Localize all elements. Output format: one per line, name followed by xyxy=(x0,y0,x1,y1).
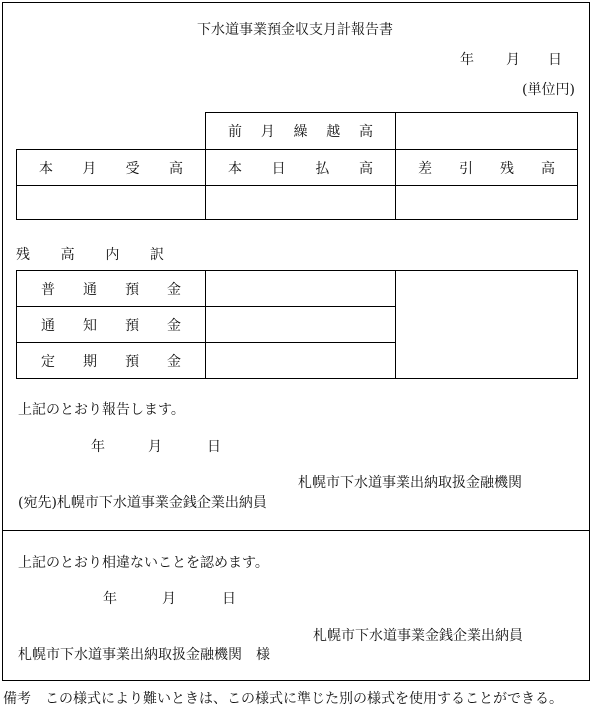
time-deposit-value-cell[interactable] xyxy=(205,342,396,379)
header-year: 年 xyxy=(460,52,474,68)
time-deposit-label-cell: 定 期 預 金 xyxy=(16,342,206,379)
header-day: 日 xyxy=(548,52,562,68)
reporter-name: 札幌市下水道事業出納取扱金融機関 xyxy=(298,475,522,491)
confirm-day: 日 xyxy=(222,591,236,607)
breakdown-total-cell[interactable] xyxy=(395,270,578,379)
balance-value-cell[interactable] xyxy=(395,185,578,220)
carried-over-value-cell[interactable] xyxy=(395,112,578,150)
report-statement: 上記のとおり報告します。 xyxy=(18,402,185,418)
paid-label-cell: 本 日 払 高 xyxy=(205,149,396,186)
ordinary-deposit-label-cell: 普 通 預 金 xyxy=(16,270,206,307)
unit-label: (単位円) xyxy=(522,82,575,98)
section-divider xyxy=(2,530,590,531)
notice-deposit-value-cell[interactable] xyxy=(205,306,396,343)
form-title: 下水道事業預金収支月計報告書 xyxy=(197,22,393,38)
received-label-cell: 本 月 受 高 xyxy=(16,149,206,186)
carried-over-label-cell: 前 月 繰 越 高 xyxy=(205,112,396,150)
ordinary-deposit-value-cell[interactable] xyxy=(205,270,396,307)
report-year: 年 xyxy=(91,439,105,455)
breakdown-label: 残 高 内 訳 xyxy=(16,247,164,263)
confirm-year: 年 xyxy=(103,591,117,607)
paid-value-cell[interactable] xyxy=(205,185,396,220)
confirmer-name: 札幌市下水道事業金銭企業出納員 xyxy=(313,628,523,644)
confirm-statement: 上記のとおり相違ないことを認めます。 xyxy=(18,555,269,571)
report-month: 月 xyxy=(148,439,162,455)
header-month: 月 xyxy=(506,52,520,68)
report-addressee: (宛先)札幌市下水道事業金銭企業出納員 xyxy=(18,495,267,511)
received-value-cell[interactable] xyxy=(16,185,206,220)
balance-label-cell: 差 引 残 高 xyxy=(395,149,578,186)
confirm-addressee: 札幌市下水道事業出納取扱金融機関 様 xyxy=(18,647,270,663)
notice-deposit-label-cell: 通 知 預 金 xyxy=(16,306,206,343)
report-day: 日 xyxy=(207,439,221,455)
remarks-note: 備考 この様式により難いときは、この様式に準じた別の様式を使用することができる。 xyxy=(3,691,563,707)
confirm-month: 月 xyxy=(162,591,176,607)
